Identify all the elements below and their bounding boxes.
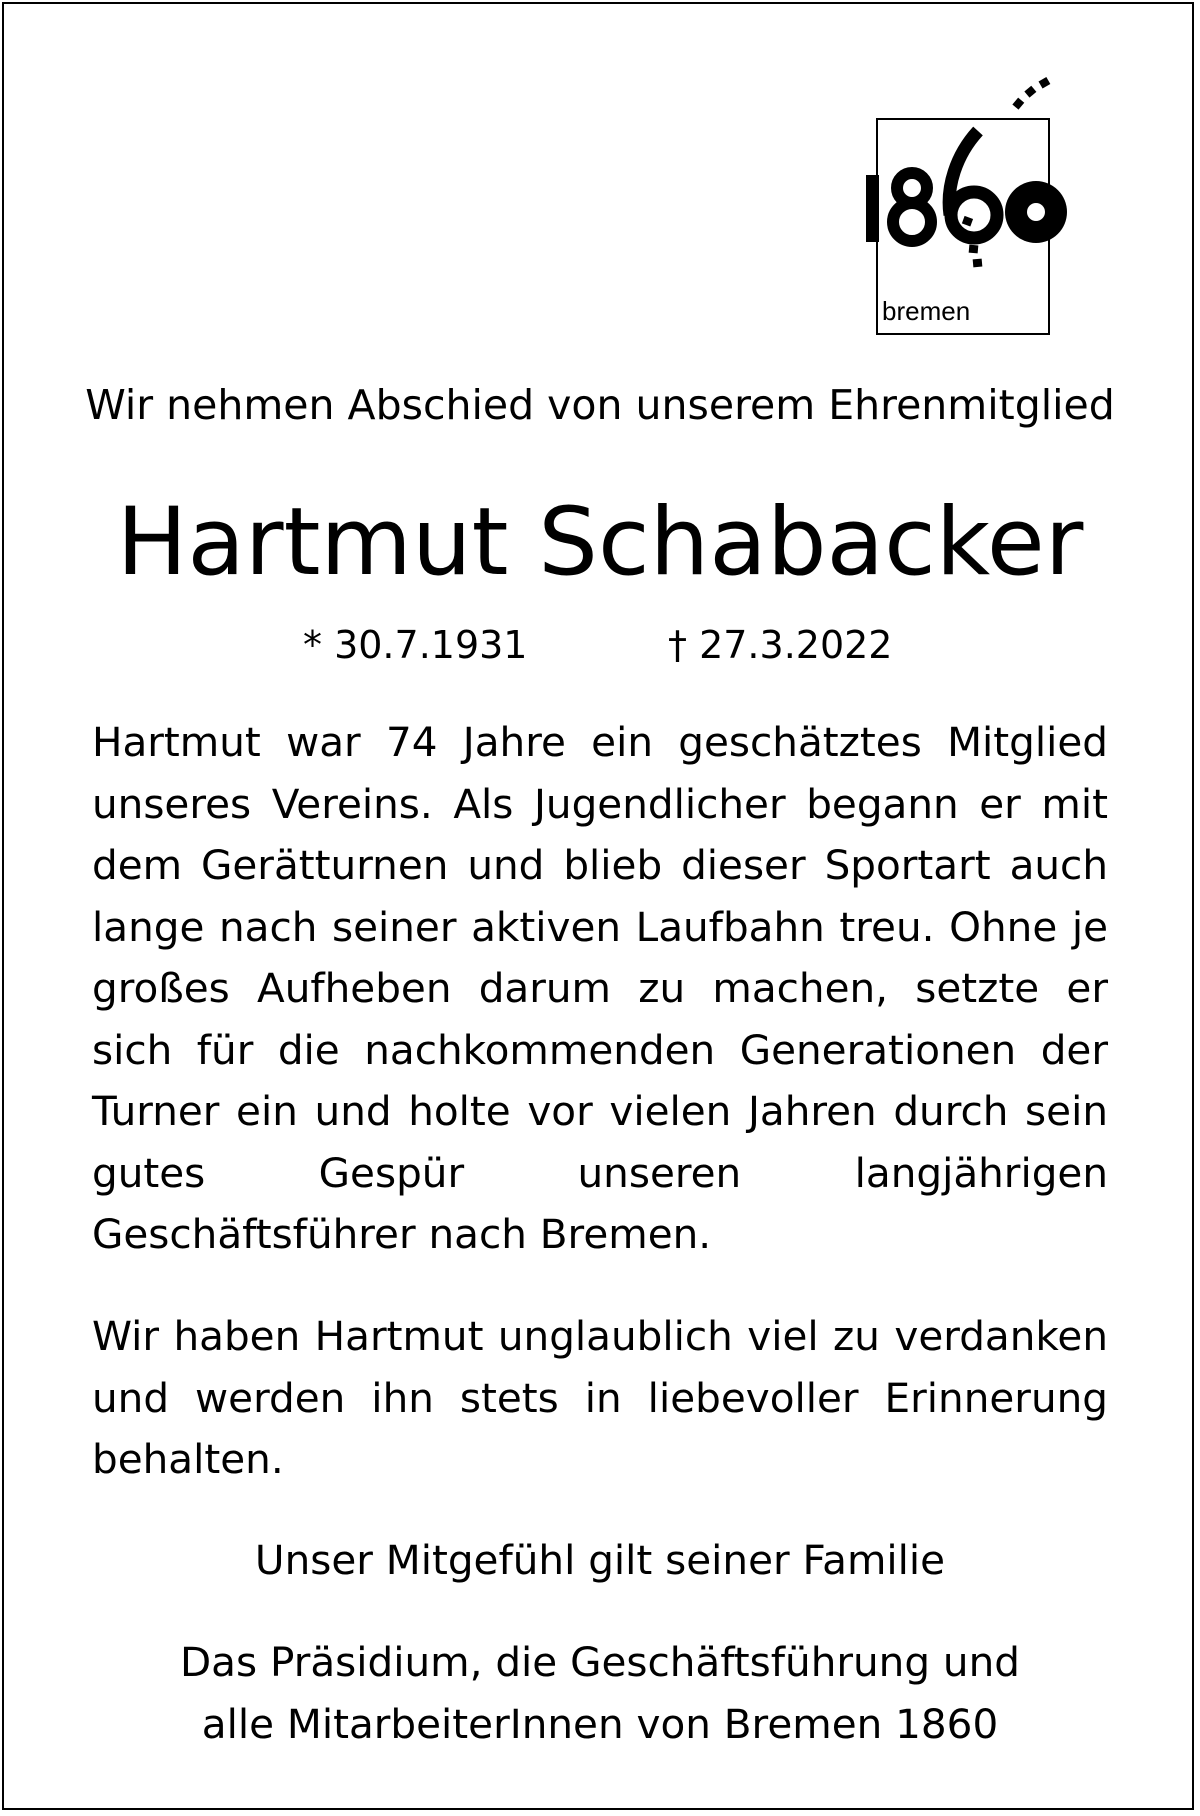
signature-line: alle MitarbeiterInnen von Bremen 1860 [201, 1699, 999, 1748]
death-date: † 27.3.2022 [668, 623, 893, 667]
signature-block [0, 1632, 1200, 1755]
birth-date: * 30.7.1931 [303, 623, 528, 667]
gratitude-paragraph: Wir haben Hartmut unglaublich viel zu verdanken und werden ihn stets in liebevoller Erinnerung behalten. [92, 1312, 1108, 1483]
intro-line: Wir nehmen Abschied von unserem Ehrenmitglied [85, 381, 1115, 429]
deceased-name: Hartmut Schabacker [116, 488, 1084, 597]
logo-city-label: bremen [882, 296, 971, 326]
sympathy-line: Unser Mitgefühl gilt seiner Familie [254, 1536, 946, 1584]
signature-line: Das Präsidium, die Geschäftsführung und [180, 1638, 1020, 1686]
logo-digit-6 [949, 131, 997, 238]
logo-graphic [860, 75, 1120, 345]
bremen-1860-logo [860, 75, 1120, 345]
logo-digit-8 [893, 173, 931, 241]
tribute-paragraph: Hartmut war 74 Jahre ein geschätztes Mitglied unseres Vereins. Als Jugendlicher begann er mit dem Gerätturnen und blieb dieser Sportart auch lange nach seiner aktiven Laufbahn treu. Ohne je großes Aufheben darum zu machen, setzte er sich für die nachkommenden Generationen der Turner ein und holte vor vielen Jahren durch sein gutes Gespür unseren langjährigen Geschäftsführer nach Bremen. [92, 718, 1108, 1258]
logo-digit-1 [866, 175, 879, 242]
